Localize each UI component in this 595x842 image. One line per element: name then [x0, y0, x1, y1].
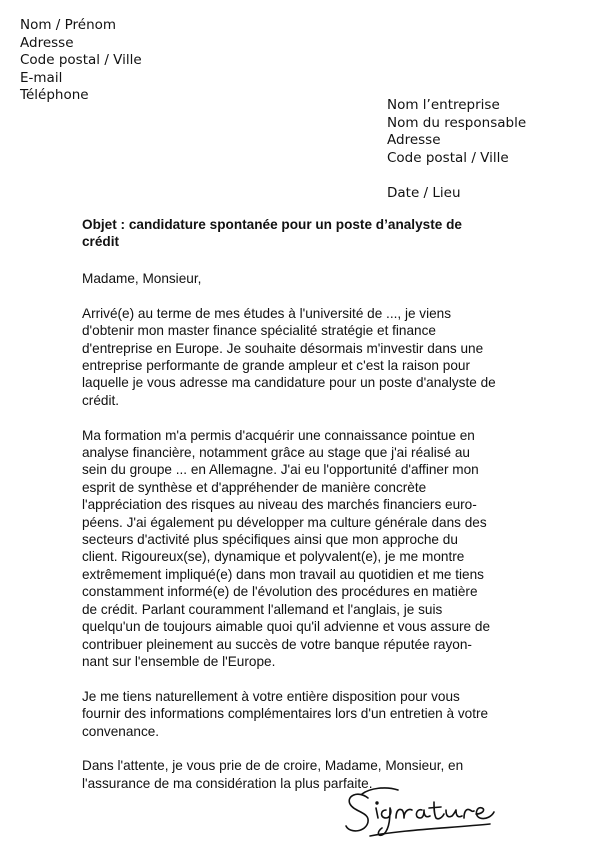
body-line: Je me tiens naturellement à votre entière disposition pour vous: [82, 688, 460, 704]
body-line: fournir des informations complémentaires lors d'un entretien à votre: [82, 706, 489, 722]
letter-subject: [82, 217, 502, 250]
body-line: Arrivé(e) au terme de mes études à l'université de ..., je viens: [82, 305, 452, 321]
letter-body: [82, 270, 512, 792]
recipient-company: Nom l’entreprise: [387, 97, 500, 113]
body-line: sein du groupe ... en Allemagne. J'ai eu l'opportunité d'affiner mon: [82, 462, 479, 478]
recipient-address: Adresse: [387, 132, 441, 148]
signature: [340, 776, 510, 842]
body-line: laquelle je vous adresse ma candidature pour un poste d'analyste de: [82, 375, 496, 391]
sender-name: Nom / Prénom: [20, 17, 117, 33]
subject-line: crédit: [82, 233, 120, 249]
body-line: constamment informé(e) de l'évolution des procédures en matière: [82, 584, 478, 600]
paragraph-spacer: [82, 670, 512, 687]
paragraph-experience: [82, 427, 512, 671]
body-line: péens. J'ai également pu développer ma culture générale dans des: [82, 514, 487, 530]
body-line: esprit de synthèse et d'appréhender de manière concrète: [82, 479, 427, 495]
paragraph-spacer: [82, 740, 512, 757]
body-line: entreprise performante de grande ampleur et c'est la raison pour: [82, 358, 470, 374]
subject-line: Objet : candidature spontanée pour un poste d’analyste de: [82, 217, 462, 232]
paragraph-intro: [82, 305, 512, 409]
date-place: Date / Lieu: [387, 185, 461, 201]
body-line: crédit.: [82, 392, 120, 408]
salutation: [82, 270, 512, 287]
paragraph-availability: [82, 688, 512, 740]
recipient-manager: Nom du responsable: [387, 114, 527, 131]
body-line: Dans l'attente, je vous prie de de croire, Madame, Monsieur, en: [82, 758, 464, 774]
body-line: l'assurance de ma considération la plus parfaite.: [82, 775, 373, 791]
body-line: extrêmement impliqué(e) dans mon travail au quotidien et me tiens: [82, 566, 484, 582]
paragraph-spacer: [82, 287, 512, 304]
body-line: d'entreprise en Europe. Je souhaite désormais m'investir dans une: [82, 340, 484, 356]
body-line: quelqu'un de toujours aimable quoi qu'il advienne et vous assure de: [82, 619, 490, 635]
body-line: convenance.: [82, 723, 160, 739]
body-line: contribuer pleinement au succès de votre banque réputée rayon-: [82, 636, 472, 652]
recipient-block: [387, 97, 526, 167]
body-line: Ma formation m'a permis d'acquérir une connaissance pointue en: [82, 427, 475, 443]
body-line: de crédit. Parlant couramment l'allemand et l'anglais, je suis: [82, 601, 443, 617]
body-line: d'obtenir mon master finance spécialité stratégie et finance: [82, 323, 436, 339]
sender-postal-city: Code postal / Ville: [20, 52, 142, 68]
salutation-text: Madame, Monsieur,: [82, 271, 202, 286]
body-line: client. Rigoureux(se), dynamique et polyvalent(e), je me montre: [82, 549, 465, 565]
body-line: secteurs d'activité plus spécifiques ainsi que mon approche du: [82, 532, 458, 548]
body-line: nant sur l'ensemble de l'Europe.: [82, 653, 276, 669]
paragraph-spacer: [82, 409, 512, 426]
sender-address: Adresse: [20, 34, 74, 51]
body-line: analyse financière, notamment grâce au stage que j'ai réalisé au: [82, 445, 470, 461]
sender-phone: Téléphone: [20, 87, 89, 103]
sender-block: [20, 17, 142, 105]
recipient-postal-city: Code postal / Ville: [387, 149, 509, 166]
sender-email: E-mail: [20, 69, 63, 86]
body-line: l'appréciation des risques au niveau des marchés financiers euro-: [82, 497, 477, 513]
